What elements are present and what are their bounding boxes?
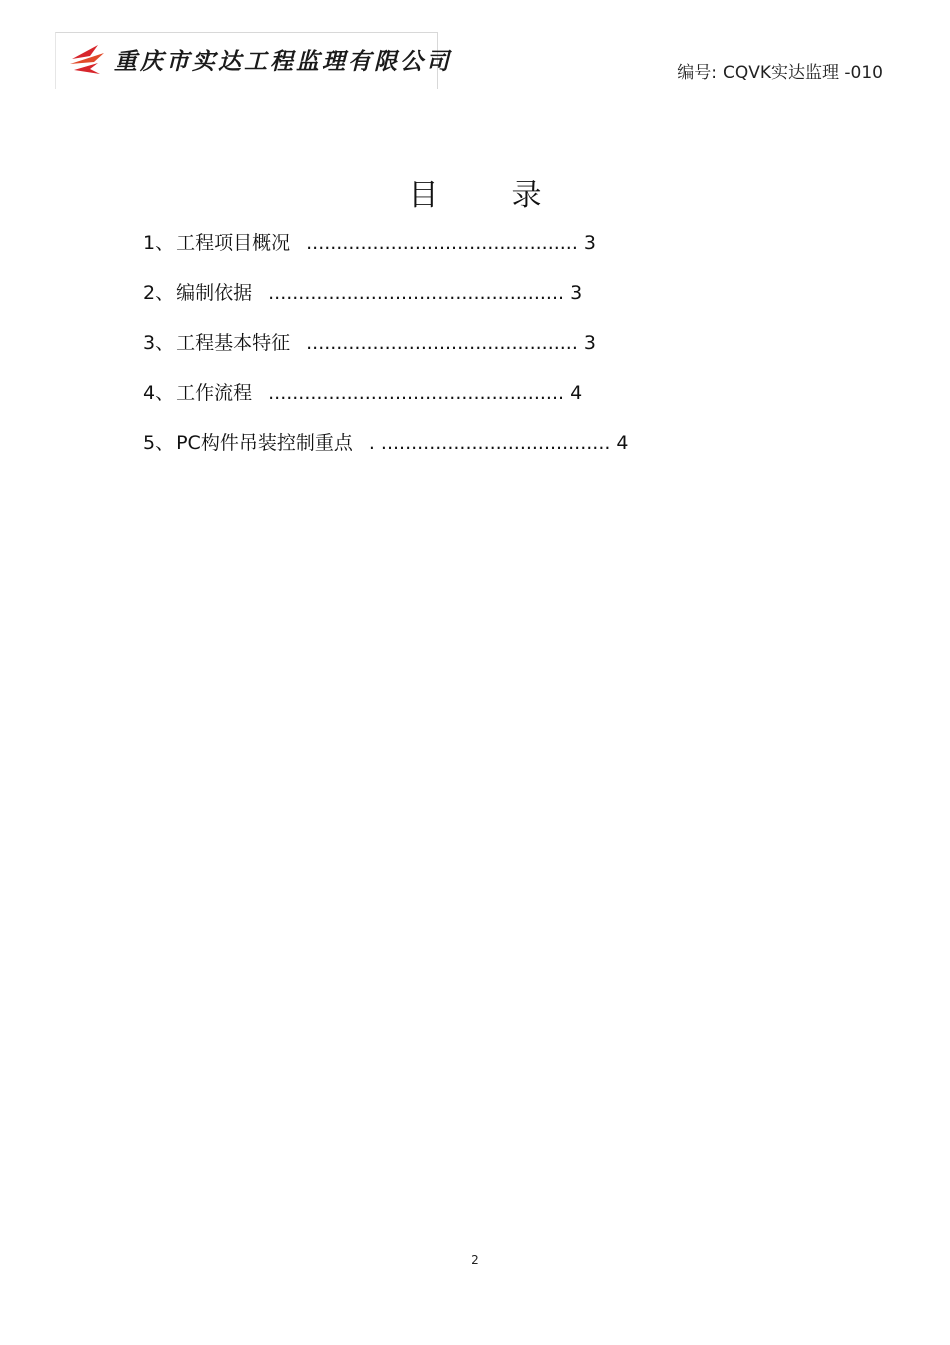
toc-entry-title: 编制依据 — [176, 282, 253, 304]
toc-entry-number: 2、 — [143, 282, 175, 304]
company-name: 重庆市实达工程监理有限公司 — [114, 48, 452, 75]
toc-entry-leader: ............................................. — [306, 232, 578, 254]
company-logo-banner — [55, 32, 452, 89]
toc-entry-page: 3 — [570, 282, 583, 304]
toc-entry-leader: ............................................. — [306, 332, 578, 354]
toc-entry-number: 4、 — [143, 382, 175, 404]
toc-entry-number: 3、 — [143, 332, 175, 354]
toc-title-char-2: 录 — [511, 178, 542, 213]
page-number: 2 — [471, 1253, 479, 1267]
toc-entry-title: 工程基本特征 — [176, 332, 291, 354]
toc-entry[interactable] — [143, 428, 629, 478]
toc-entry-leader: . ...................................... — [368, 432, 611, 454]
document-number-label: 编号: — [677, 63, 717, 83]
toc-entry-page: 4 — [616, 432, 629, 454]
document-number — [677, 58, 883, 83]
toc-entry-title: PC构件吊装控制重点 — [176, 432, 353, 454]
toc-entry-leader: ................................................. — [268, 282, 565, 304]
toc-list — [143, 228, 629, 478]
toc-entry-number: 1、 — [143, 232, 175, 254]
toc-entry-title: 工程项目概况 — [176, 232, 291, 254]
toc-entry-title: 工作流程 — [176, 382, 253, 404]
toc-entry-page: 3 — [583, 332, 596, 354]
toc-entry[interactable] — [143, 328, 629, 378]
toc-entry[interactable] — [143, 378, 629, 428]
toc-entry-page: 3 — [583, 232, 596, 254]
toc-entry-leader: ................................................. — [268, 382, 565, 404]
document-number-value: CQVK实达监理 -010 — [722, 63, 883, 83]
toc-entry-number: 5、 — [143, 432, 175, 454]
toc-title-char-1: 目 — [408, 178, 439, 213]
toc-entry-page: 4 — [570, 382, 583, 404]
toc-entry[interactable] — [143, 278, 629, 328]
company-logo-icon — [68, 43, 108, 77]
toc-entry[interactable] — [143, 228, 629, 278]
toc-title — [0, 170, 950, 214]
